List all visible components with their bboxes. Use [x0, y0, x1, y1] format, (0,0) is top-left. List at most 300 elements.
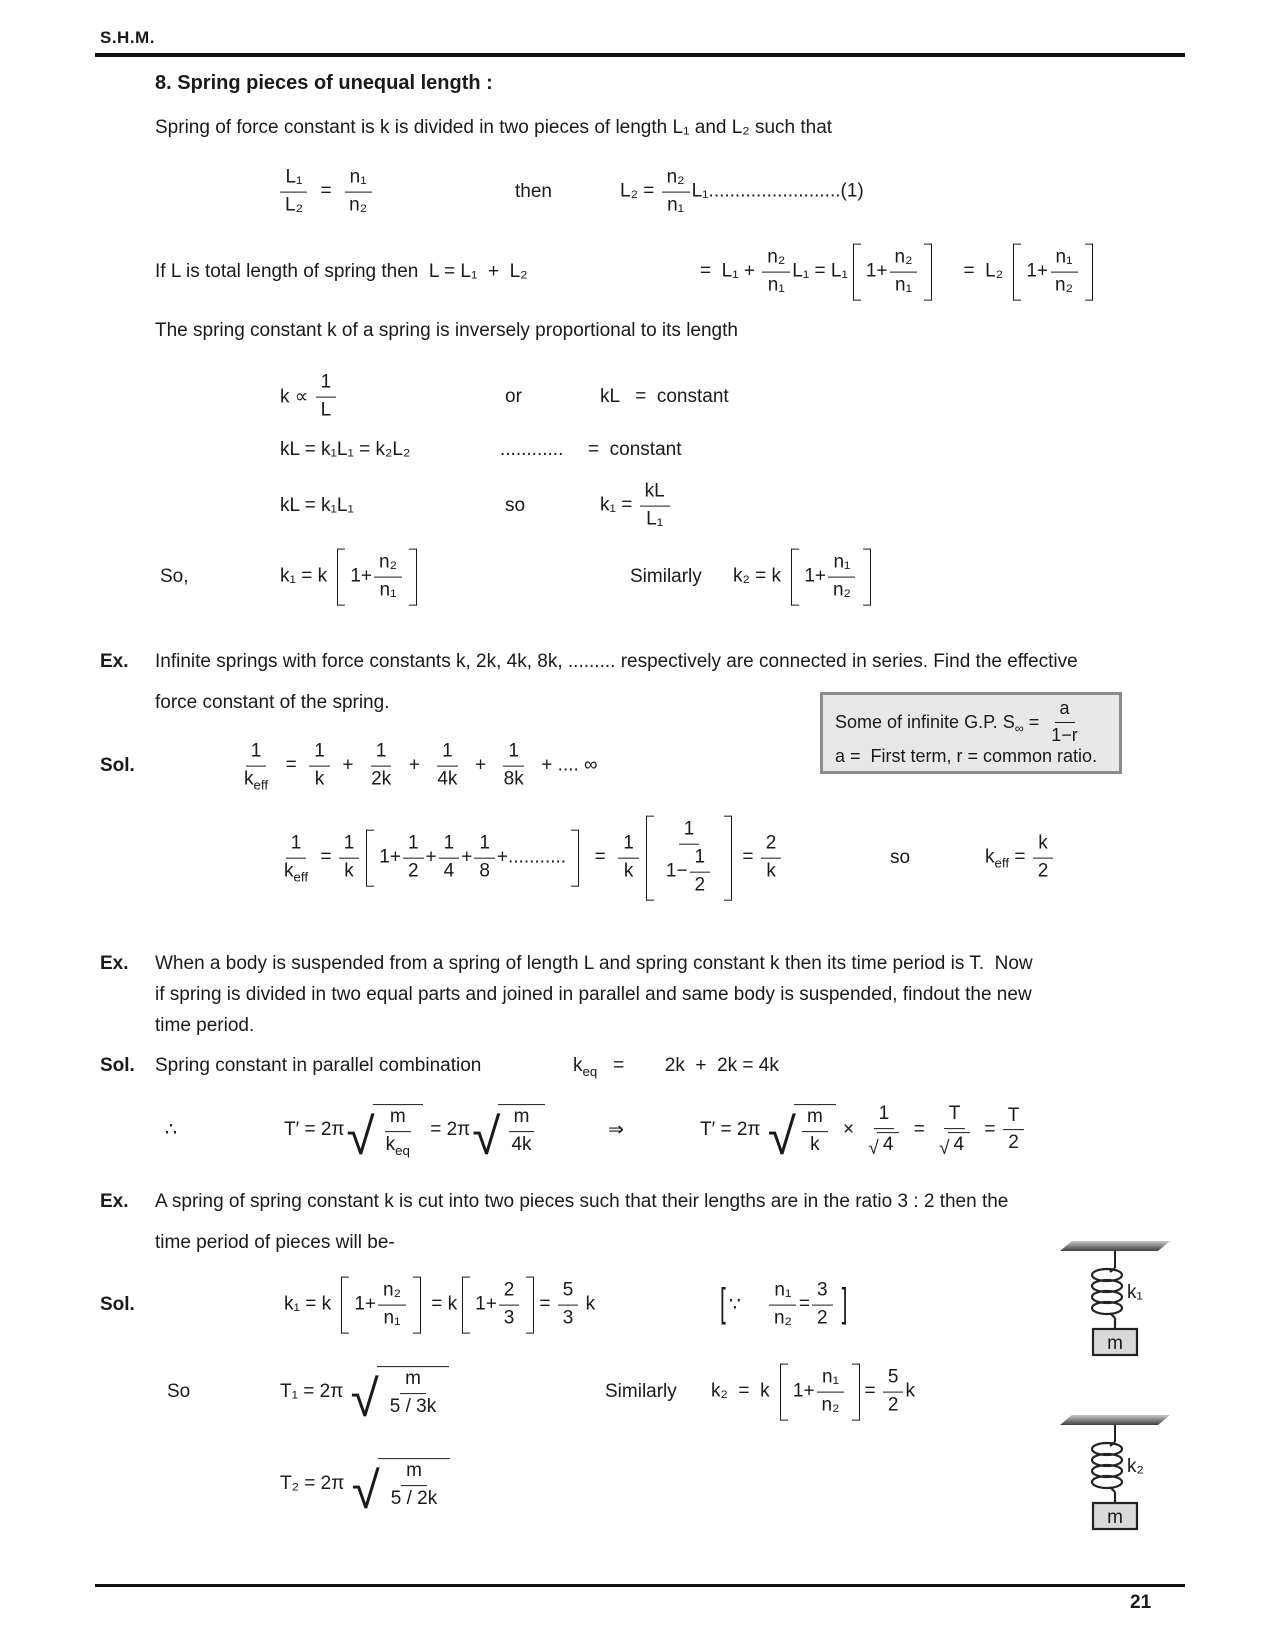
subscripted-symbol: ∞ [1014, 721, 1024, 736]
math-text: n₁ [895, 274, 912, 296]
right-bracket [724, 816, 732, 901]
math-text: 3 [503, 1307, 515, 1329]
denominator [763, 273, 790, 297]
math-text: +........... [496, 846, 567, 868]
math-text: 1+ [475, 1294, 497, 1315]
fraction [381, 1107, 415, 1156]
math-text: 1 [878, 1103, 890, 1125]
numerator [679, 820, 700, 845]
right-bracket [924, 244, 932, 301]
math-text: L₂ [285, 194, 303, 216]
subscripted-symbol: $k_{eff}$ [284, 860, 309, 885]
math-text: 1 [407, 832, 419, 854]
fraction [366, 742, 396, 791]
denominator [558, 1306, 579, 1330]
math-text: n₁ [379, 579, 397, 601]
eq-k1k2-rhs [733, 549, 876, 606]
solution2-period-equation1 [284, 1104, 547, 1165]
math-text: k [314, 768, 325, 790]
math-text: = [584, 846, 617, 868]
denominator [1046, 723, 1083, 746]
math-text: n₂ [349, 194, 368, 216]
math-text: = L₂ [963, 261, 1009, 282]
denominator [1003, 1131, 1024, 1155]
math-text: 2 [503, 1279, 515, 1301]
math-text: 1 [250, 740, 262, 762]
subscripted-symbol: $k_{eq}$ [573, 1055, 598, 1079]
bracket-content [866, 244, 920, 301]
solution2-text: Spring constant in parallel combination [155, 1055, 482, 1076]
header-rule [95, 53, 1185, 57]
math-text: n₂ [894, 246, 913, 268]
gp-box-line1 [835, 699, 1107, 746]
spring-coil [1092, 1268, 1122, 1329]
numerator [812, 1281, 833, 1306]
square-root [351, 1458, 451, 1519]
square-root [767, 1104, 836, 1165]
fraction [309, 742, 330, 791]
denominator [439, 858, 460, 882]
math-text: + [461, 846, 473, 868]
solution3-label: Sol. [100, 1294, 135, 1315]
numerator [944, 1104, 966, 1129]
math-text: + .... ∞ [530, 755, 598, 776]
fraction [474, 834, 495, 883]
math-text: kL = constant [600, 386, 729, 407]
fraction [769, 1281, 797, 1330]
example1-label: Ex. [100, 651, 129, 672]
numerator [503, 742, 524, 767]
math-text: n₁ [774, 1279, 792, 1301]
fraction [1046, 699, 1083, 746]
math-text: kL = k₁L₁ = k₂L₂ [280, 439, 411, 460]
bracket-group [462, 1277, 534, 1334]
numerator [286, 834, 307, 859]
radicand [377, 1366, 449, 1418]
example3-line1: A spring of spring constant k is cut into two pieces such that their lengths are in the ratio 3 : 2 then the [155, 1191, 1009, 1212]
math-text: = [798, 1294, 810, 1315]
numerator [761, 834, 782, 859]
implies-arrow: ⇒ [608, 1119, 624, 1141]
math-text: k [1038, 832, 1048, 854]
solution2-keq-equation [573, 1055, 779, 1077]
numerator [246, 742, 267, 767]
fraction [1050, 248, 1078, 297]
example1-line1: Infinite springs with force constants k, 2k, 4k, 8k, ......... respectively are connected in series. Find the effective [155, 651, 1078, 672]
fraction [499, 1281, 520, 1330]
numerator [345, 168, 372, 193]
section-heading: 8. Spring pieces of unequal length : [155, 72, 493, 94]
radical-sign: √ [350, 1369, 379, 1427]
solution2-label: Sol. [100, 1055, 135, 1076]
numerator [439, 834, 460, 859]
math-text: k₁ = k [284, 1294, 337, 1315]
math-text: n₁ [833, 551, 851, 573]
math-text: 5 [887, 1366, 899, 1388]
numerator [309, 742, 330, 767]
math-text: 1+ [379, 846, 401, 868]
bracket-content [1026, 244, 1080, 301]
fraction [828, 553, 856, 602]
gp-series-info-box [820, 692, 1122, 774]
radicand [877, 1132, 900, 1156]
page-number: 21 [1130, 1592, 1152, 1613]
math-text: 1 [443, 832, 455, 854]
math-text: n₂ [832, 579, 851, 601]
math-text: = [275, 755, 308, 776]
denominator [662, 193, 689, 217]
numerator [1033, 834, 1053, 859]
math-text: n₁ [822, 1366, 840, 1388]
math-text: m [405, 1368, 421, 1390]
math-text: 8k [503, 768, 524, 790]
right-bracket [409, 549, 417, 606]
math-text: n₁ [1055, 246, 1073, 268]
right-bracket [413, 1277, 421, 1334]
solution3-similarly: Similarly [605, 1381, 677, 1402]
subscripted-symbol: $k_{eff}$ [244, 768, 269, 793]
square-root [939, 1132, 970, 1159]
math-text: k₁ = [600, 495, 638, 516]
math-text: 2 [407, 860, 419, 882]
bracket-group [791, 549, 871, 606]
eq-k1k2-so-label: So, [160, 566, 189, 587]
math-text: = [864, 1381, 881, 1402]
math-text: k [344, 860, 354, 882]
math-text: 2 [817, 1307, 828, 1329]
math-text: 1 [375, 740, 387, 762]
math-text: 2k [371, 768, 392, 790]
fraction [439, 834, 460, 883]
radicand [498, 1104, 544, 1156]
math-text: = [309, 181, 343, 202]
math-text: L [320, 399, 332, 421]
numerator [762, 248, 790, 273]
denominator [403, 858, 424, 882]
left-bracket [341, 1277, 349, 1334]
fraction [339, 834, 360, 883]
math-text: m [513, 1106, 530, 1128]
fraction [280, 168, 308, 217]
stretched-bracket: ] [841, 1282, 848, 1326]
math-text: × [837, 1119, 860, 1140]
ceiling-bar [1060, 1415, 1170, 1425]
numerator [509, 1107, 535, 1132]
bracket-group [780, 1364, 860, 1421]
denominator [344, 193, 372, 217]
math-text: m [806, 1106, 823, 1128]
numerator [1051, 248, 1078, 273]
spring-label: k₂ [1127, 1456, 1144, 1477]
radical-sign: √ [472, 1107, 501, 1165]
math-text: + [425, 846, 437, 868]
example2-line3: time period. [155, 1015, 255, 1036]
denominator [828, 578, 856, 602]
math-text: = [539, 1294, 556, 1315]
math-text: n₂ [1055, 274, 1073, 296]
math-text: k [905, 1381, 915, 1402]
math-text: T₁ = 2π [280, 1381, 349, 1402]
solution1-label: Sol. [100, 755, 135, 776]
numerator [371, 742, 392, 767]
math-text: = [1009, 847, 1031, 868]
eq-k1-rhs [600, 482, 672, 531]
left-bracket [646, 816, 654, 901]
math-text: kL = k₁L₁ [280, 495, 354, 516]
denominator [690, 872, 711, 896]
math-text: T [1007, 1104, 1020, 1126]
right-bracket [852, 1364, 860, 1421]
bracket-group [1013, 244, 1093, 301]
spring-coil [1092, 1442, 1122, 1503]
math-text: 4 [882, 1134, 894, 1155]
denominator [474, 858, 495, 882]
numerator [1055, 699, 1075, 723]
numerator [316, 373, 337, 398]
bracket-group [337, 549, 417, 606]
math-text: L₁.........................(1) [691, 181, 864, 202]
math-text: n₂ [383, 1279, 401, 1301]
fraction [890, 248, 918, 297]
math-text: n₁ [667, 194, 685, 216]
fraction [374, 553, 402, 602]
math-text: = [979, 1119, 1001, 1140]
math-text: n₂ [821, 1394, 840, 1416]
math-text: ∵ [728, 1294, 741, 1316]
fraction [558, 1281, 579, 1330]
numerator [1003, 1106, 1025, 1131]
math-text: k₂ = k [733, 566, 787, 587]
math-text: 1 [508, 740, 519, 762]
radicand [948, 1132, 971, 1156]
square-root [346, 1104, 423, 1165]
math-text: If L is total length of spring then L = L₁ + L₂ [155, 261, 528, 282]
example3-line2: time period of pieces will be- [155, 1232, 395, 1253]
radical-sign: √ [939, 1137, 950, 1159]
ceiling-bar [1060, 1241, 1170, 1251]
math-text: L₂ = [620, 181, 660, 202]
math-text: = [908, 1119, 931, 1140]
math-text: k [810, 1134, 820, 1155]
math-text: 4 [443, 860, 455, 882]
eq-ratio-lhs [278, 168, 374, 217]
fraction [618, 834, 639, 883]
fraction [378, 1281, 406, 1330]
numerator [558, 1281, 579, 1306]
math-text: = [1023, 711, 1045, 732]
bracket-content [804, 549, 858, 606]
stretched-bracket: [ [720, 1282, 726, 1326]
solution3-k1-equation [284, 1277, 595, 1334]
denominator [239, 767, 273, 791]
math-text: k [580, 1294, 596, 1315]
denominator [641, 507, 668, 531]
fraction [861, 1103, 906, 1159]
solution3-ratio-condition [717, 1281, 850, 1330]
numerator [403, 834, 424, 859]
math-text: L₁ = L₁ [792, 261, 848, 282]
radicand [378, 1458, 450, 1510]
math-text: k₁ = k [280, 566, 333, 587]
fraction [1033, 834, 1054, 883]
numerator [378, 1281, 406, 1306]
example2-line2: if spring is divided in two equal parts and joined in parallel and same body is suspended, findout the new [155, 984, 1032, 1005]
eq-ratio-rhs [620, 168, 864, 217]
solution1-so: so [890, 847, 911, 868]
denominator [1033, 859, 1054, 883]
math-text: 5 [562, 1279, 574, 1301]
fraction [761, 834, 782, 883]
eq-ratio-then: then [515, 181, 552, 202]
solution2-period-equation2 [700, 1103, 1026, 1165]
numerator [769, 1281, 796, 1306]
bracket-group [646, 816, 732, 901]
numerator [640, 482, 670, 507]
math-text: k [623, 860, 634, 882]
denominator [769, 1306, 797, 1330]
math-text: n₂ [666, 166, 685, 188]
math-text: T′ = 2π [284, 1119, 345, 1140]
eq-k1-so: so [505, 495, 526, 516]
math-text: a [1059, 698, 1070, 719]
eq-k1k2-lhs [280, 549, 422, 606]
fraction [762, 248, 790, 297]
math-text: 1 [694, 846, 706, 868]
solution3-t1-equation [280, 1366, 451, 1427]
fraction [403, 834, 424, 883]
math-text: 1 [623, 832, 634, 854]
paragraph-inverse-proportion: The spring constant k of a spring is inversely proportional to its length [155, 320, 738, 341]
denominator [817, 1393, 845, 1417]
eq-k1k2-similarly: Similarly [630, 566, 702, 587]
eq-prop-rhs [600, 386, 729, 408]
right-bracket [1085, 244, 1093, 301]
example3-label: Ex. [100, 1191, 129, 1212]
bracket-group [366, 830, 579, 887]
gp-box-line2: a = First term, r = common ratio. [835, 745, 1098, 766]
denominator [339, 858, 359, 882]
math-text: 3 [817, 1279, 828, 1301]
denominator [1050, 273, 1078, 297]
numerator [374, 553, 402, 578]
numerator [401, 1461, 427, 1486]
spring-diagram-1 [1060, 1238, 1172, 1358]
denominator [812, 1306, 833, 1330]
bracket-content [350, 549, 404, 606]
math-text: 1 [320, 371, 332, 393]
intro-paragraph: Spring of force constant is k is divided in two pieces of length L₁ and L₂ such that [155, 117, 833, 138]
radical-sign: √ [868, 1137, 879, 1159]
spring-diagram-2 [1060, 1412, 1172, 1532]
footer-rule [95, 1584, 1185, 1587]
left-bracket [1013, 244, 1021, 301]
solution3-t2-equation [280, 1458, 452, 1519]
bracket-content [475, 1277, 521, 1334]
math-text: 1− [665, 860, 688, 882]
page-header: S.H.M. [100, 28, 155, 47]
fraction [640, 482, 670, 531]
subscripted-symbol: $k_{eff}$ [985, 847, 1010, 871]
fraction [386, 1461, 442, 1510]
math-text: 5 / 2k [390, 1488, 438, 1509]
numerator [662, 168, 690, 193]
math-text: 1 [683, 818, 695, 840]
left-bracket [462, 1277, 470, 1334]
math-text: L₁ [285, 166, 303, 188]
math-text: 1+ [865, 261, 888, 282]
left-bracket [853, 244, 861, 301]
math-text: = k [425, 1294, 458, 1315]
denominator [506, 1132, 536, 1156]
eq-total-length-rhs [700, 244, 1098, 301]
math-text: 4k [511, 1134, 532, 1155]
right-bracket [863, 549, 871, 606]
math-text: n₁ [349, 166, 367, 188]
math-text: 3 [562, 1307, 574, 1329]
bracket-content [793, 1364, 847, 1421]
left-bracket [337, 549, 345, 606]
math-text: k ∝ [280, 386, 314, 408]
math-text: + [331, 755, 365, 776]
denominator [386, 1486, 442, 1510]
numerator [874, 1104, 895, 1129]
denominator [279, 858, 313, 885]
math-text: 2 [694, 874, 706, 896]
denominator [619, 858, 639, 882]
denominator [316, 398, 337, 422]
math-text: 2k + 2k = 4k [664, 1055, 779, 1076]
math-text: n₁ [383, 1307, 401, 1329]
eq-kl-lhs [280, 439, 410, 461]
denominator [890, 273, 917, 297]
solution3-so-label: So [167, 1381, 191, 1402]
math-text: = [737, 846, 759, 868]
left-bracket [791, 549, 799, 606]
math-text: = constant [588, 439, 682, 460]
eq-total-length-lhs [155, 261, 528, 283]
math-text: 1+ [1026, 261, 1049, 282]
denominator [661, 845, 717, 897]
denominator [499, 767, 529, 791]
fraction [690, 848, 711, 897]
fraction [932, 1103, 977, 1159]
math-text: 2 [887, 1394, 899, 1416]
math-text: T [948, 1103, 961, 1125]
math-text: 5 / 3k [389, 1396, 437, 1417]
math-text: = [315, 846, 337, 868]
denominator [280, 193, 308, 217]
math-text: = [597, 1055, 635, 1076]
numerator [385, 1107, 411, 1132]
fraction [661, 820, 717, 897]
fraction [385, 1369, 441, 1418]
numerator [883, 1368, 904, 1393]
numerator [280, 168, 307, 193]
right-bracket [526, 1277, 534, 1334]
numerator [828, 553, 855, 578]
example2-line1: When a body is suspended from a spring of length L and spring constant k then its time period is T. Now [155, 953, 1033, 974]
therefore-symbol: ∴ [165, 1119, 178, 1141]
bracket-content [659, 816, 719, 901]
math-text: n₁ [767, 274, 785, 296]
denominator [432, 767, 462, 791]
bracket-content [354, 1277, 408, 1334]
fraction [1003, 1106, 1025, 1155]
math-text: k₂ = k [711, 1381, 775, 1402]
eq-k1-lhs [280, 495, 354, 517]
denominator [375, 578, 402, 602]
left-bracket [780, 1364, 788, 1421]
